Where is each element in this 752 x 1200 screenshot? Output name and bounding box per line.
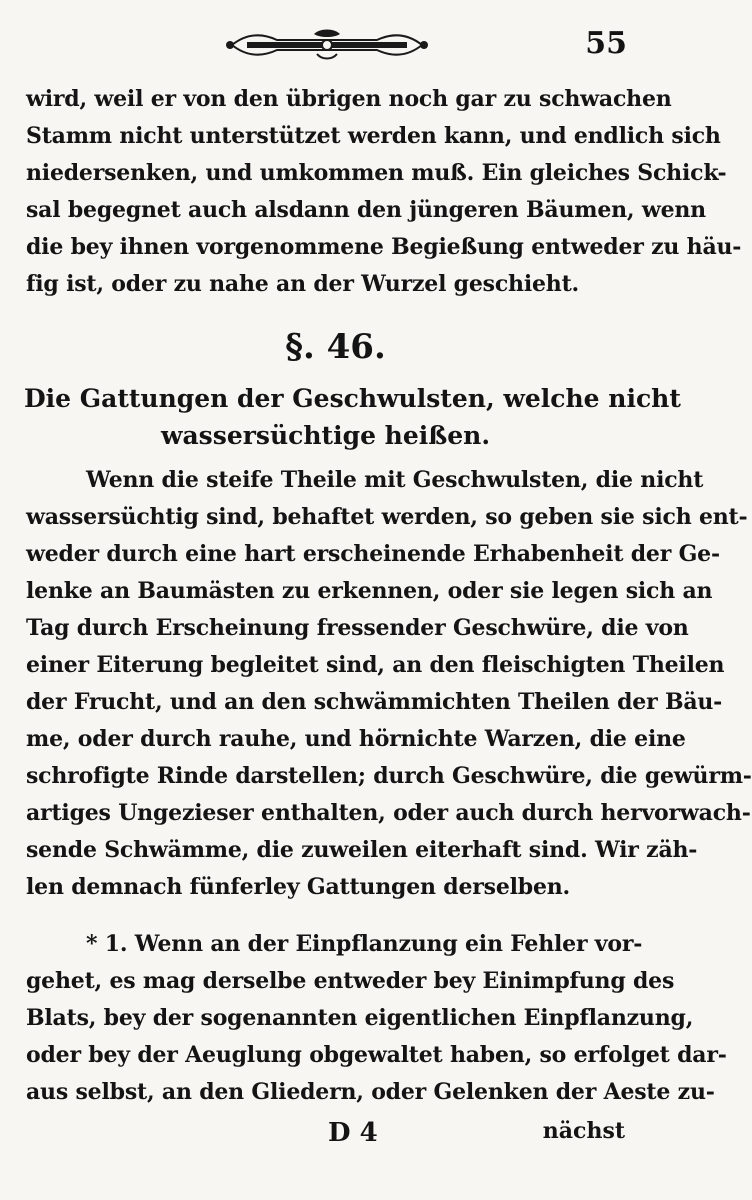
text-line: fig ist, oder zu nahe an der Wurzel geschieht. (26, 271, 580, 297)
text-line: Stamm nicht unterstützet werden kann, und endlich sich (26, 123, 721, 149)
page-number: 55 (585, 26, 627, 61)
text-line: len demnach fünferley Gattungen derselben. (26, 874, 571, 900)
section-title-line: wassersüchtige heißen. (160, 421, 491, 450)
text-line: me, oder durch rauhe, und hörnichte Warzen, die eine (26, 726, 686, 752)
text-line: sal begegnet auch alsdann den jüngeren Bäumen, wenn (26, 197, 706, 223)
text-line: sende Schwämme, die zuweilen eiterhaft sind. Wir zäh- (26, 837, 698, 863)
text-line: Tag durch Erscheinung fressender Geschwüre, die von (26, 615, 689, 641)
text-line: niedersenken, und umkommen muß. Ein gleiches Schick- (26, 160, 727, 186)
signature-mark: D 4 (328, 1118, 378, 1148)
text-line: der Frucht, und an den schwämmichten Theilen der Bäu- (26, 689, 723, 715)
text-line: aus selbst, an den Gliedern, oder Gelenken der Aeste zu- (26, 1079, 715, 1105)
text-line: wird, weil er von den übrigen noch gar zu schwachen (26, 86, 672, 112)
text-line: schrofigte Rinde darstellen; durch Geschwüre, die gewürm- (26, 763, 752, 789)
text-line: gehet, es mag derselbe entweder bey Einimpfung des (26, 968, 675, 994)
text-line: artiges Ungezieser enthalten, oder auch durch hervorwach- (26, 800, 751, 826)
paragraph-continuation (26, 81, 742, 303)
text-line: Wenn die steife Theile mit Geschwulsten, die nicht (86, 467, 704, 493)
text-line: * 1. Wenn an der Einpflanzung ein Fehler vor- (86, 931, 643, 957)
section-number: §. 46. (285, 327, 386, 367)
text-line: weder durch eine hart erscheinende Erhabenheit der Ge- (26, 541, 720, 567)
text-line: oder bey der Aeuglung obgewaltet haben, so erfolget dar- (26, 1042, 727, 1068)
paragraph-numbered (26, 926, 727, 1111)
text-line: einer Eiterung begleitet sind, an den fleischigten Theilen (26, 652, 725, 678)
text-line: Blats, bey der sogenannten eigentlichen Einpflanzung, (26, 1005, 694, 1031)
decorative-vignette-icon (222, 28, 432, 62)
section-heading (24, 380, 681, 454)
paragraph-main (26, 462, 752, 906)
text-line: die bey ihnen vorgenommene Begießung entweder zu häu- (26, 234, 742, 260)
text-line: lenke an Baumästen zu erkennen, oder sie legen sich an (26, 578, 713, 604)
catchword: nächst (542, 1118, 625, 1144)
section-title-line: Die Gattungen der Geschwulsten, welche nicht (24, 384, 681, 413)
text-line: wassersüchtig sind, behaftet werden, so geben sie sich ent- (26, 504, 748, 530)
